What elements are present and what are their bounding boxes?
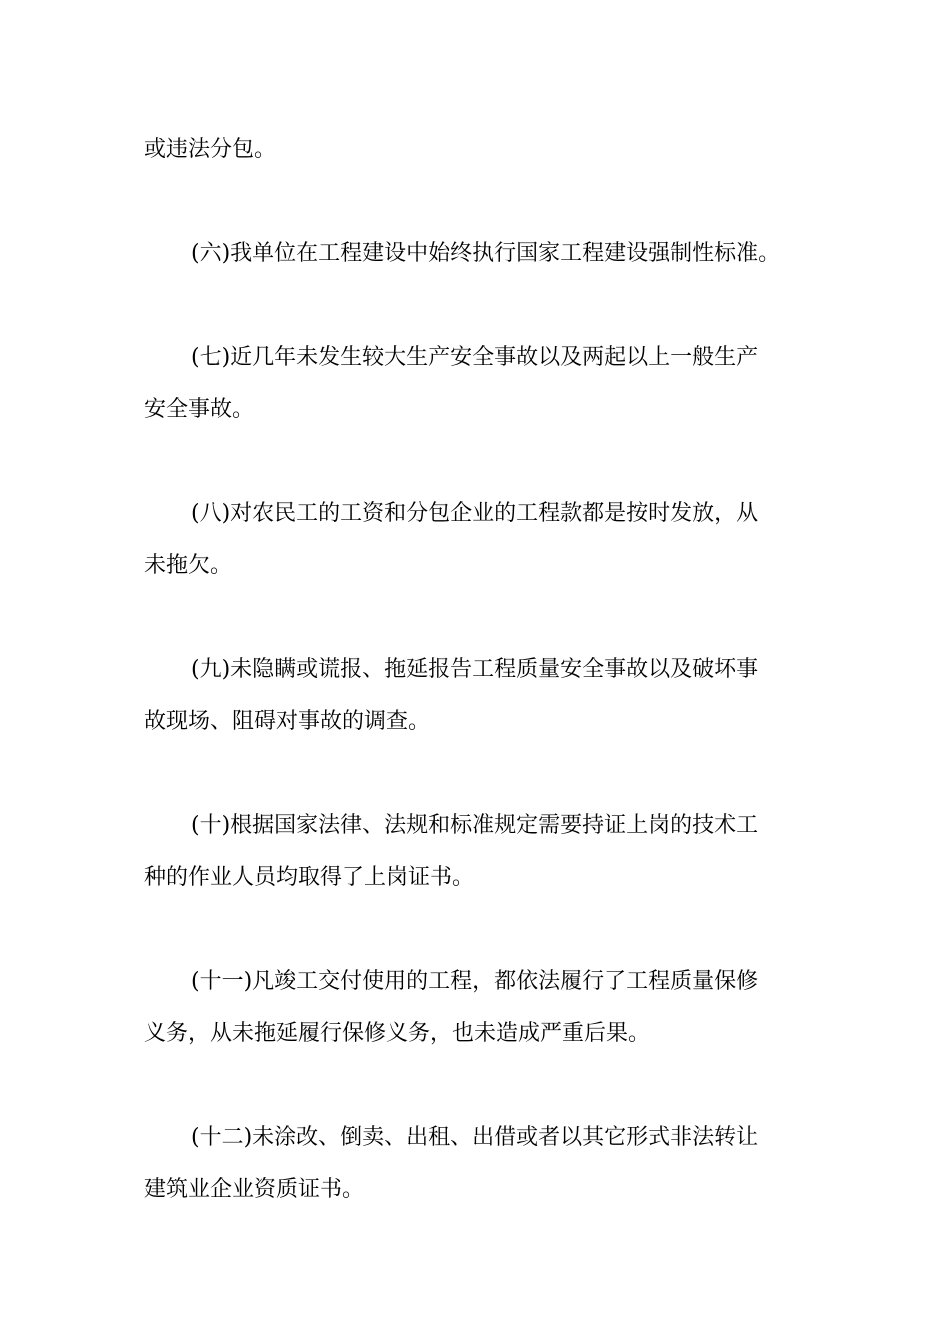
- paragraph-item-12: (十二)未涂改、倒卖、出租、出借或者以其它形式非法转让 建筑业企业资质证书。: [144, 1125, 759, 1202]
- document-body: [144, 124, 814, 1268]
- paragraph-continuation: 或违法分包。: [144, 137, 277, 162]
- paragraph-item-8: (八)对农民工的工资和分包企业的工程款都是按时发放，从 未拖欠。: [144, 501, 759, 578]
- paragraph-item-6: (六)我单位在工程建设中始终执行国家工程建设强制性标准。: [191, 241, 781, 266]
- paragraph-item-9: (九)未隐瞒或谎报、拖延报告工程质量安全事故以及破坏事 故现场、阻碍对事故的调查。: [144, 657, 759, 734]
- paragraph-item-10: (十)根据国家法律、法规和标准规定需要持证上岗的技术工 种的作业人员均取得了上岗证书。: [144, 813, 759, 890]
- paragraph-item-7: (七)近几年未发生较大生产安全事故以及两起以上一般生产 安全事故。: [144, 345, 759, 422]
- paragraph-item-11: (十一)凡竣工交付使用的工程，都依法履行了工程质量保修 义务，从未拖延履行保修义务，也未造成严重后果。: [144, 969, 759, 1046]
